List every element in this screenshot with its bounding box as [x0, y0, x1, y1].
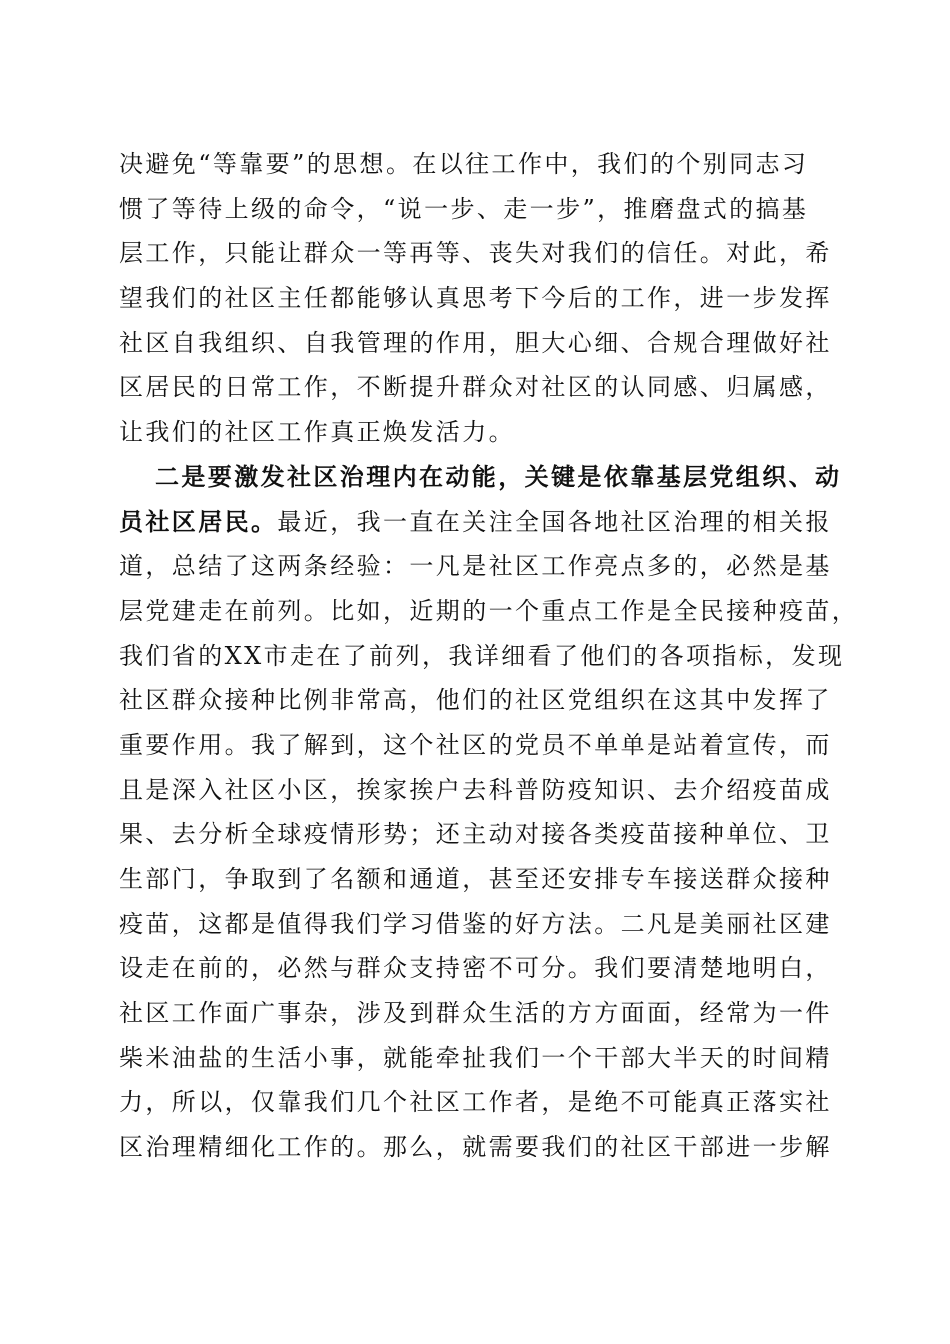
text-line: 设走在前的，必然与群众支持密不可分。我们要清楚地明白，	[119, 954, 832, 983]
document-body	[119, 142, 859, 1170]
text-line: 且是深入社区小区，挨家挨户去科普防疫知识、去介绍疫苗成	[119, 775, 832, 804]
text-line: 社区自我组织、自我管理的作用，胆大心细、合规合理做好社	[119, 328, 832, 357]
text-line: 道，总结了这两条经验：一凡是社区工作亮点多的，必然是基	[119, 552, 832, 581]
text-line: 柴米油盐的生活小事，就能牵扯我们一个干部大半天的时间精	[119, 1043, 832, 1072]
paragraph-heading-end: 员社区居民。	[119, 506, 278, 536]
text-line: 重要作用。我了解到，这个社区的党员不单单是站着宣传，而	[119, 730, 832, 759]
paragraph-1	[119, 142, 831, 455]
text-line: 惯了等待上级的命令，“说一步、走一步”，推磨盘式的搞基	[119, 194, 809, 223]
text-line: 决避免“等靠要”的思想。在以往工作中，我们的个别同志习	[119, 150, 809, 178]
text-line: 层工作，只能让群众一等再等、丧失对我们的信任。对此，希	[119, 239, 832, 268]
text-line: 力，所以，仅靠我们几个社区工作者，是绝不可能真正落实社	[119, 1088, 832, 1117]
text-line: 社区工作面广事杂，涉及到群众生活的方方面面，经常为一件	[119, 999, 832, 1028]
text-line: 疫苗，这都是值得我们学习借鉴的好方法。二凡是美丽社区建	[119, 909, 832, 938]
paragraph-heading-line: 二是要激发社区治理内在动能，关键是依靠基层党组织、动	[155, 461, 842, 491]
text-line: 生部门，争取到了名额和通道，甚至还安排专车接送群众接种	[119, 865, 832, 893]
paragraph-2	[119, 455, 859, 1170]
text-line: 我们省的XX市走在了前列，我详细看了他们的各项指标，发现	[119, 641, 845, 670]
text-line	[119, 500, 831, 545]
text-line: 社区群众接种比例非常高，他们的社区党组织在这其中发挥了	[119, 686, 832, 715]
text-run: 最近，我一直在关注全国各地社区治理的相关报	[277, 507, 832, 536]
text-line: 让我们的社区工作真正焕发活力。	[119, 418, 515, 447]
text-line: 区居民的日常工作，不断提升群众对社区的认同感、归属感，	[119, 373, 832, 402]
text-line: 层党建走在前列。比如，近期的一个重点工作是全民接种疫苗，	[119, 596, 859, 625]
text-line: 果、去分析全球疫情形势；还主动对接各类疫苗接种单位、卫	[119, 820, 832, 849]
text-line: 望我们的社区主任都能够认真思考下今后的工作，进一步发挥	[119, 284, 832, 313]
text-line: 区治理精细化工作的。那么，就需要我们的社区干部进一步解	[119, 1133, 832, 1162]
